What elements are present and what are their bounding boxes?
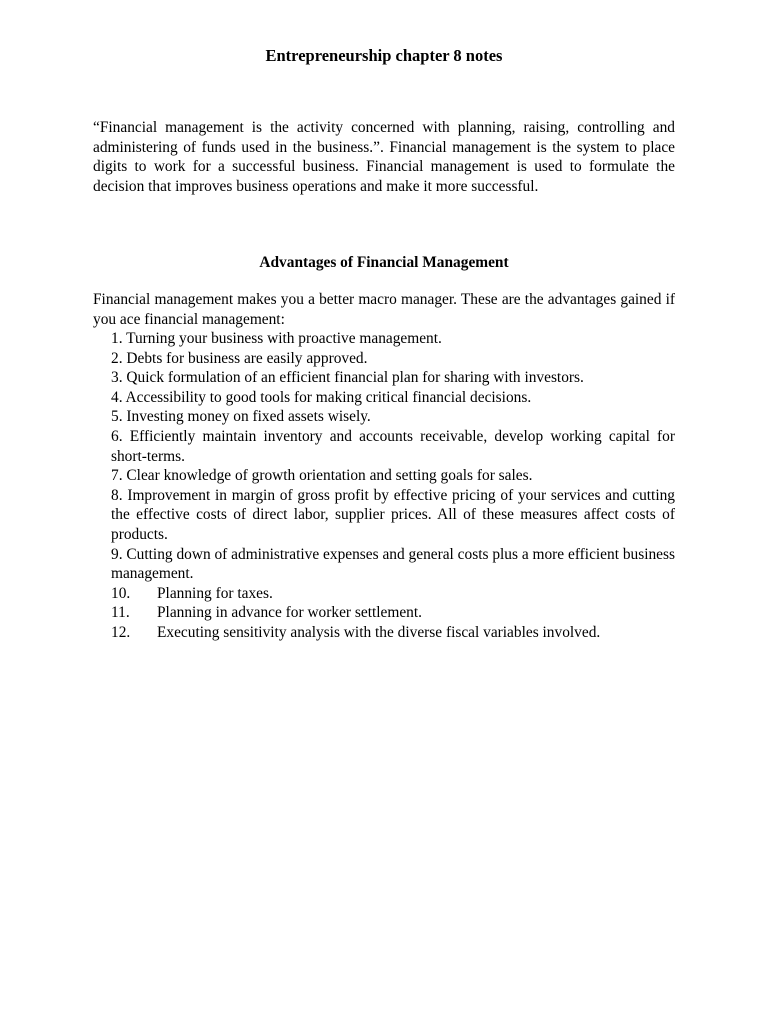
list-item [111,368,675,388]
item-text: Investing money on fixed assets wisely. [126,408,371,426]
item-number: 7. [111,467,123,485]
item-text: Efficiently maintain inventory and accounts receivable, develop working capital for short-terms. [111,427,675,465]
item-text: Improvement in margin of gross profit by effective pricing of your services and cutting the effective costs of direct labor, supplier prices. All of these measures affect costs of products. [111,486,675,543]
list-item [111,349,675,369]
list-item [111,623,675,643]
list-item [111,329,675,349]
item-text: Planning for taxes. [157,584,273,602]
item-number: 3. [111,369,123,387]
item-number: 12. [111,623,131,641]
item-number: 5. [111,408,123,426]
list-item [111,427,675,466]
item-text: Executing sensitivity analysis with the diverse fiscal variables involved. [157,623,601,641]
list-item [111,466,675,486]
list-item [111,603,675,623]
item-text: Cutting down of administrative expenses and general costs plus a more efficient business management. [111,545,675,583]
item-number: 8. [111,486,123,504]
list-item [111,407,675,427]
item-number: 9. [111,545,123,563]
item-text: Turning your business with proactive management. [126,330,442,347]
item-text: Quick formulation of an efficient financial plan for sharing with investors. [126,369,584,387]
list-item [111,545,675,584]
item-text: Accessibility to good tools for making critical financial decisions. [125,388,532,406]
document-title: Entrepreneurship chapter 8 notes [265,46,503,65]
item-number: 6. [111,427,123,445]
list-item [111,388,675,408]
item-number: 11. [111,604,130,622]
item-number: 2. [111,349,123,367]
document-page [93,0,675,1024]
item-text: Debts for business are easily approved. [126,349,368,367]
list-item [111,584,675,604]
item-number: 1. [111,330,123,347]
advantages-list [111,329,675,643]
lead-paragraph: Financial management makes you a better macro manager. These are the advantages gained if you ace financial management: [93,291,675,328]
item-text: Clear knowledge of growth orientation and setting goals for sales. [126,467,533,485]
intro-paragraph: “Financial management is the activity concerned with planning, raising, controlling and administering of funds used in the business.”. Financial management is the system to place digits to work for a successful business. Financial management is used to formulate the decision that improves business operations and make it more successful. [93,119,675,195]
list-item [111,486,675,545]
section-heading: Advantages of Financial Management [259,254,509,271]
item-text: Planning in advance for worker settlement. [157,604,422,622]
item-number: 10. [111,584,131,602]
item-number: 4. [111,388,123,406]
